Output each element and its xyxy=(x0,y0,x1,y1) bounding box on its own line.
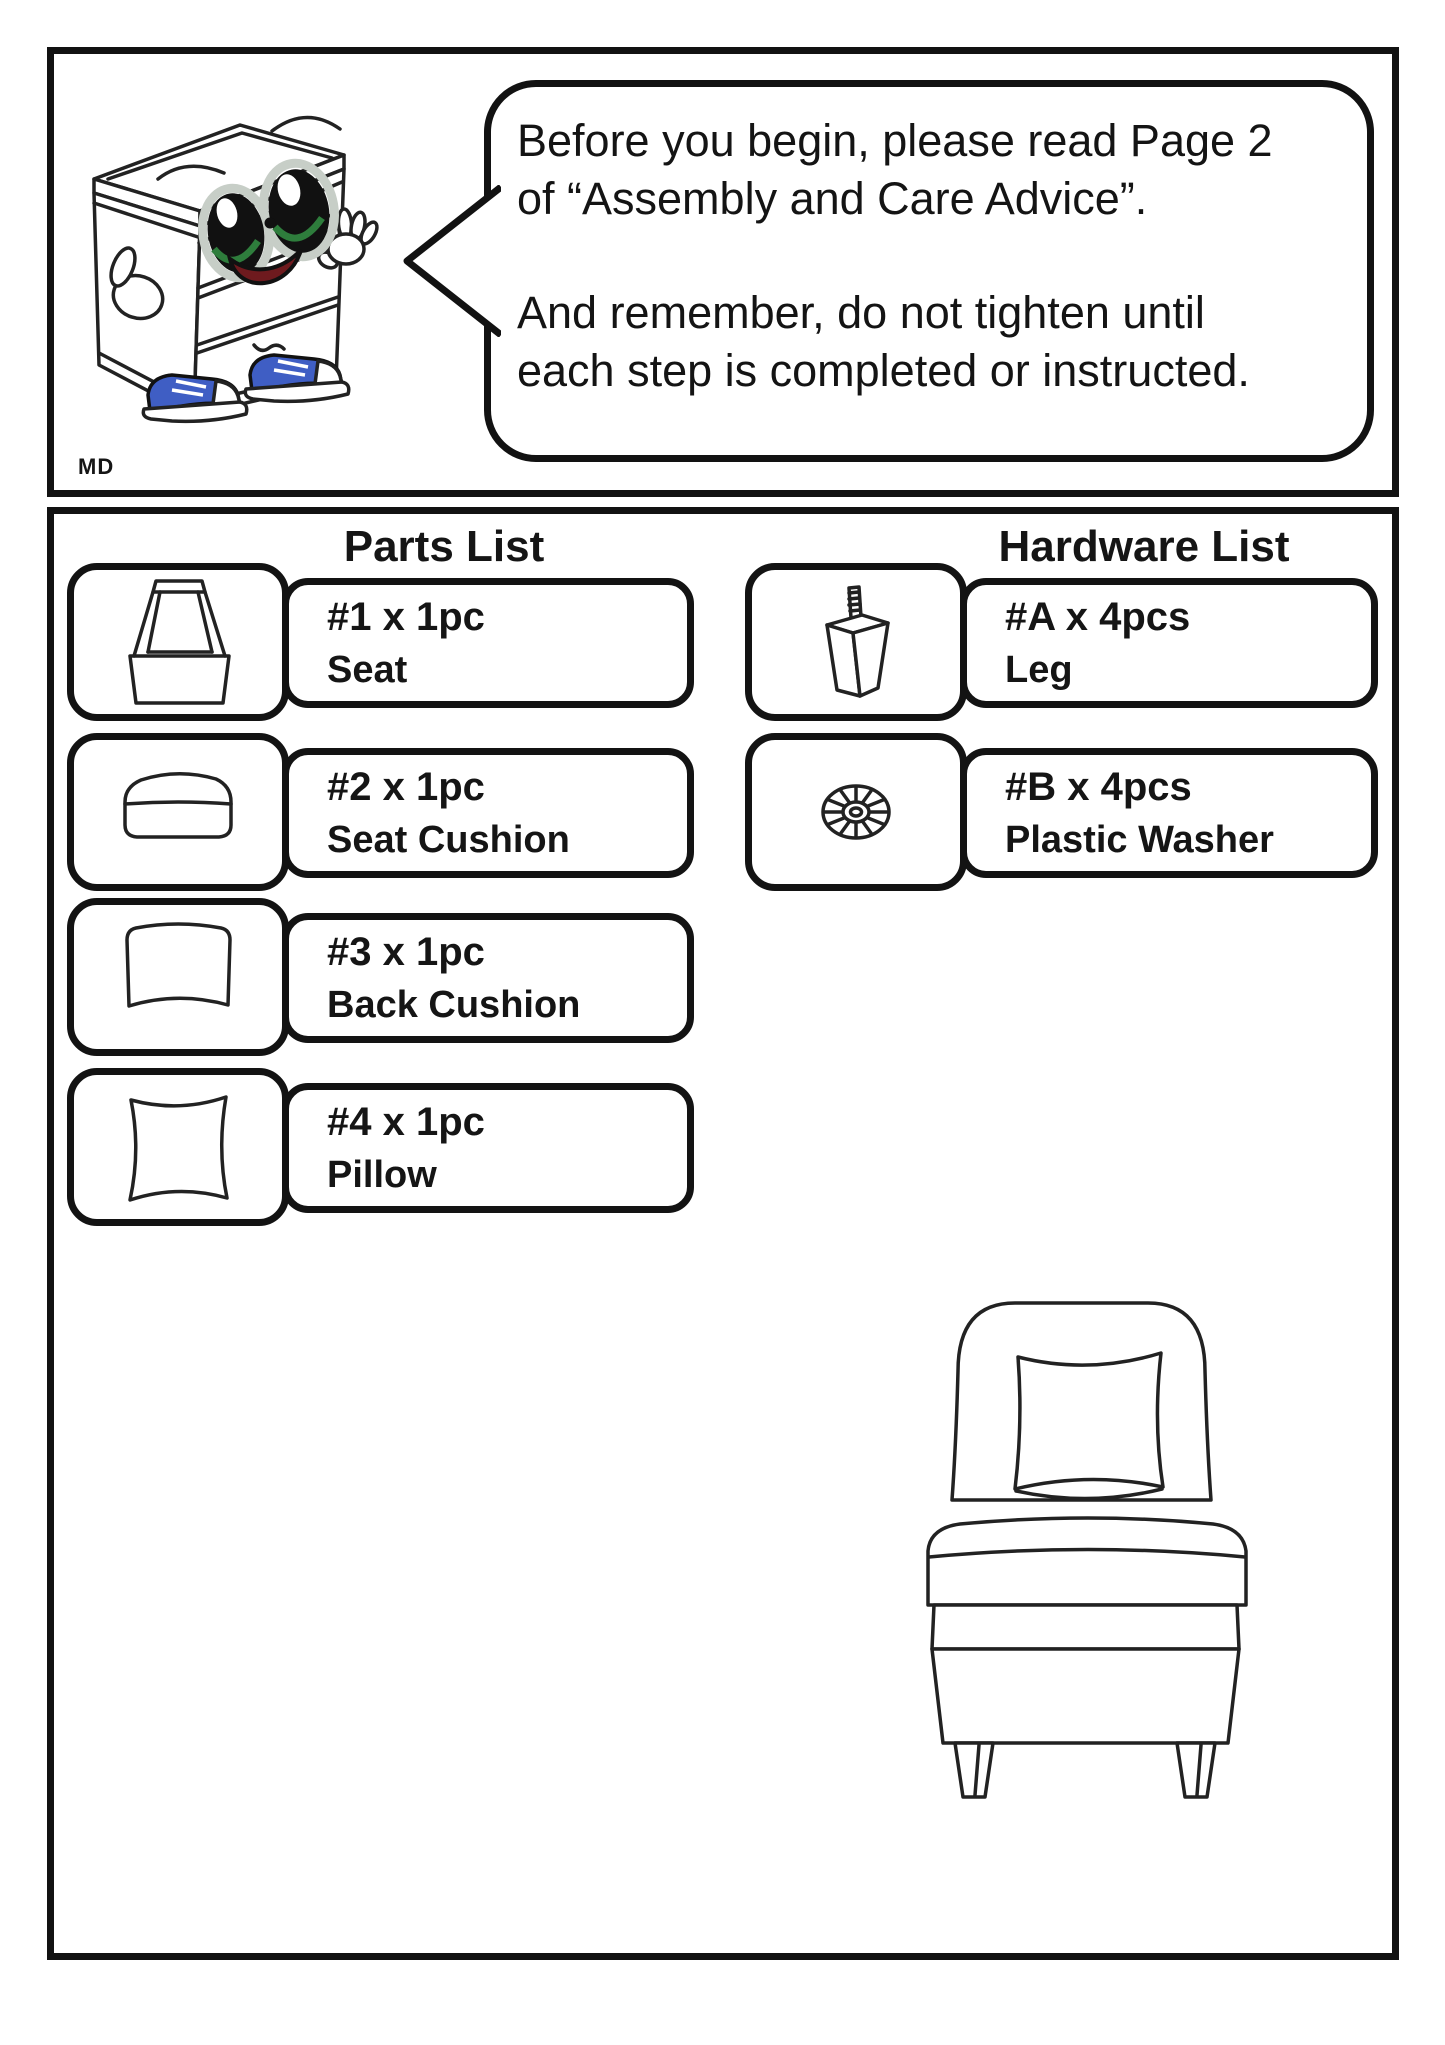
speech-bubble xyxy=(484,80,1374,462)
seat-frame-icon xyxy=(100,572,256,712)
part-icon-box xyxy=(67,898,289,1056)
part-icon-box xyxy=(67,1068,289,1226)
part-qty: #3 x 1pc xyxy=(327,930,485,974)
bubble-line: of “Assembly and Care Advice”. xyxy=(517,173,1148,224)
part-label-box xyxy=(282,578,694,708)
hardware-qty: #B x 4pcs xyxy=(1005,765,1192,809)
bubble-line: each step is completed or instructed. xyxy=(517,345,1250,396)
bubble-line: Before you begin, please read Page 2 xyxy=(517,115,1273,166)
hardware-label-box xyxy=(960,748,1378,878)
part-qty: #1 x 1pc xyxy=(327,595,485,639)
part-name: Back Cushion xyxy=(327,984,581,1026)
parts-row-pillow xyxy=(67,1068,1407,1228)
hardware-name: Leg xyxy=(1005,649,1073,691)
hardware-label-box xyxy=(960,578,1378,708)
part-icon-box xyxy=(67,563,289,721)
armless-slipper-chair-icon xyxy=(915,1285,1255,1805)
speech-bubble-tail xyxy=(401,185,501,337)
hardware-row-plastic-washer xyxy=(745,733,1445,893)
plastic-washer-icon xyxy=(778,742,934,882)
furniture-leg-icon xyxy=(778,572,934,712)
hardware-list-title: Hardware List xyxy=(998,522,1290,571)
part-qty: #2 x 1pc xyxy=(327,765,485,809)
parts-list-title: Parts List xyxy=(343,522,545,571)
part-qty: #4 x 1pc xyxy=(327,1100,485,1144)
seat-cushion-icon xyxy=(100,742,256,882)
part-label-box xyxy=(282,1083,694,1213)
hardware-name: Plastic Washer xyxy=(1005,819,1274,861)
back-cushion-icon xyxy=(100,907,256,1047)
hardware-qty: #A x 4pcs xyxy=(1005,595,1191,639)
nightstand-mascot-icon xyxy=(74,82,404,464)
hardware-icon-box xyxy=(745,563,967,721)
intro-panel xyxy=(47,47,1399,497)
bubble-line: And remember, do not tighten until xyxy=(517,287,1205,338)
speech-bubble-text xyxy=(491,87,1367,400)
parts-row-back-cushion xyxy=(67,898,1407,1058)
part-label-box xyxy=(282,913,694,1043)
part-icon-box xyxy=(67,733,289,891)
parts-hardware-panel xyxy=(47,507,1399,1960)
part-label-box xyxy=(282,748,694,878)
mascot-nose-dot xyxy=(265,218,276,229)
pillow-icon xyxy=(100,1077,256,1217)
hardware-row-leg xyxy=(745,563,1445,723)
md-label: MD xyxy=(78,454,115,479)
part-name: Pillow xyxy=(327,1154,437,1196)
part-name: Seat Cushion xyxy=(327,819,570,861)
hardware-icon-box xyxy=(745,733,967,891)
part-name: Seat xyxy=(327,649,408,691)
